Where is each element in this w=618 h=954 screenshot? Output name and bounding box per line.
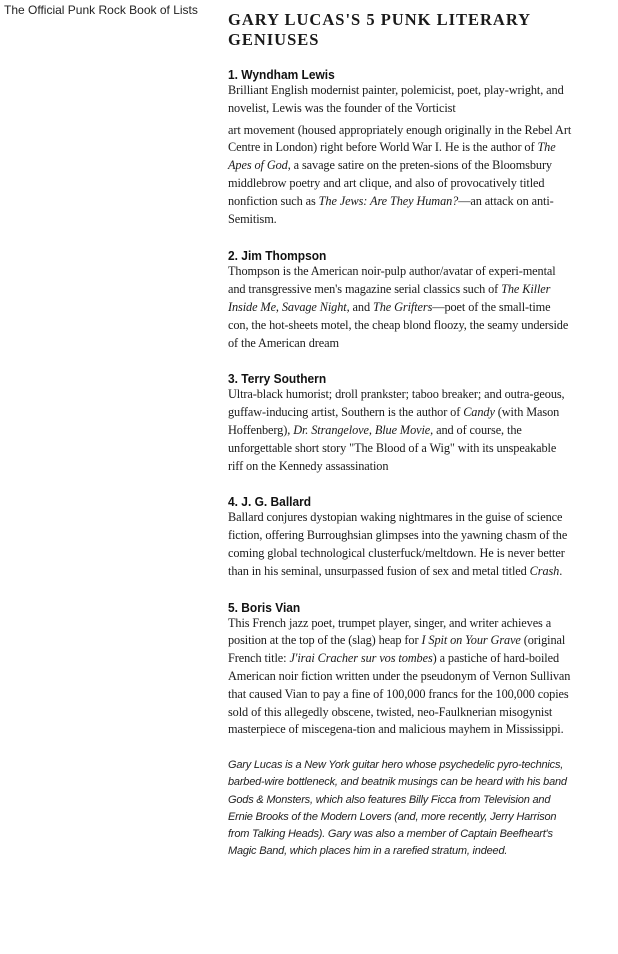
entry-paragraph <box>228 615 572 740</box>
entry-heading: 1. Wyndham Lewis <box>228 67 335 82</box>
entry-heading: 4. J. G. Ballard <box>228 494 312 510</box>
entry-paragraph <box>228 82 572 118</box>
list-entry-1 <box>228 67 572 228</box>
entry-paragraph <box>228 122 572 229</box>
italic-title: The Jews: Are They Human? <box>318 193 459 208</box>
text-run: Thompson is the American noir-pulp author/avatar of experi-mental and transgressive men's magazine serial classics such of <box>228 264 556 297</box>
italic-title: Crash <box>529 563 560 578</box>
entry-heading: 3. Terry Southern <box>228 371 327 387</box>
italic-title: Dr. Strangelove, Blue Movie, <box>293 422 434 437</box>
list-entry-3 <box>228 371 572 475</box>
text-run: art movement (housed appropriately enough originally in the Rebel Art Centre in London) right before World War I. He is the author of <box>228 122 572 155</box>
list-entry-2 <box>228 248 572 352</box>
article <box>228 10 572 860</box>
italic-title: The Killer Inside Me, Savage Night, <box>228 282 551 314</box>
entry-paragraph <box>228 386 572 475</box>
text-run: (original French title: <box>228 633 566 666</box>
text-run: Brilliant English modernist painter, polemicist, poet, play-wright, and novelist, Lewis was the founder of the Vorticist <box>228 83 564 115</box>
italic-title: The Apes of God <box>228 140 556 173</box>
text-run: , a savage satire on the preten-sions of the Bloomsbury middlebrow poetry and art clique, and also of provocatively titled nonfiction such as <box>228 158 552 208</box>
entry-heading: 5. Boris Vian <box>228 599 301 615</box>
entry-paragraph <box>228 263 572 352</box>
text-run: ) a pastiche of hard-boiled American noir fiction written under the pseudonym of Vernon Sullivan that caused Vian to pay a fine of 100,000 francs for the 100,000 copies sold of this allegedly obscene, twisted, neo-Faulknerian misogynist masterpiece of miscegena-tion and malicious mayhem in Mississippi. <box>228 651 571 737</box>
entry-paragraph <box>228 509 572 580</box>
italic-title: The Grifters <box>372 299 433 314</box>
list-entry-4 <box>228 494 572 580</box>
italic-title: Candy <box>463 405 495 420</box>
text-run: and <box>349 299 373 314</box>
text-run: —an attack on anti-Semitism. <box>228 193 554 226</box>
italic-title: I Spit on Your Grave <box>421 633 521 648</box>
text-run: (with Mason Hoffenberg), <box>228 405 560 437</box>
page-title: GARY LUCAS'S 5 PUNK LITERARY GENIUSES <box>228 10 531 49</box>
text-run: Ultra-black humorist; droll prankster; taboo breaker; and outra-geous, guffaw-inducing artist, Southern is the author of <box>228 387 565 420</box>
list-entry-5 <box>228 600 572 740</box>
author-bio: Gary Lucas is a New York guitar hero whose psychedelic pyro-technics, barbed-wire bottleneck, and beatnik musings can be heard with his band Gods & Monsters, which also features Billy Ficca from Television and Ernie Brooks of the Modern Lovers (and, more recently, Jerry Harrison from Talking Heads). Gary was also a member of Captain Beefheart's Magic Band, which places him in a rarefied stratum, indeed. <box>228 759 567 858</box>
italic-title: J'irai Cracher sur vos tombes <box>289 651 433 666</box>
text-run: and of course, the unforgettable short story "The Blood of a Wig" with its unspeakable riff on the Kennedy assassination <box>228 422 557 473</box>
text-run: Ballard conjures dystopian waking nightmares in the guise of science fiction, offering Burroughsian glimpses into the yawning chasm of the coming global technological clusterfuck/meltdown. He is never better than in his seminal, unsurpassed fusion of sex and metal titled <box>228 510 568 578</box>
entry-heading: 2. Jim Thompson <box>228 248 327 264</box>
text-run: —poet of the small-time con, the hot-sheets motel, the cheap blond floozy, the seamy underside of the American dream <box>228 299 569 350</box>
text-run: . <box>559 563 563 578</box>
running-head: The Official Punk Rock Book of Lists <box>4 3 198 17</box>
text-run: This French jazz poet, trumpet player, singer, and writer achieves a position at the top of the (slag) heap for <box>228 615 552 648</box>
